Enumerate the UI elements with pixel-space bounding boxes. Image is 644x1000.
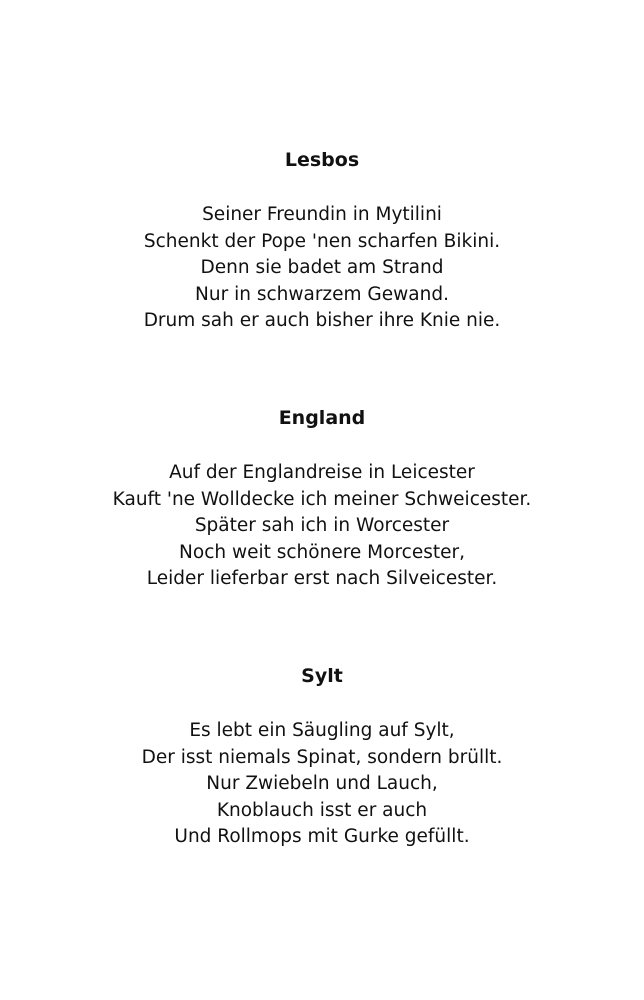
poem-line: Nur in schwarzem Gewand. [195, 283, 449, 305]
poem-line: Drum sah er auch bisher ihre Knie nie. [143, 310, 501, 331]
poem-title: Sylt [301, 665, 343, 687]
poem-line: Nur Zwiebeln und Lauch, [206, 773, 438, 794]
poem-line: Auf der Englandreise in Leicester [169, 462, 475, 483]
poem-lines [0, 460, 644, 593]
poem-line: Und Rollmops mit Gurke gefüllt. [174, 826, 470, 847]
poem-line: Der isst niemals Spinat, sondern brüllt. [141, 746, 503, 768]
poem-line: Seiner Freundin in Mytilini [202, 204, 442, 225]
poem-title: Lesbos [284, 149, 360, 171]
poem-lines [0, 202, 644, 335]
poem-line: Noch weit schönere Morcester, [179, 541, 465, 563]
poem-sylt [0, 664, 644, 851]
poem-england [0, 406, 644, 593]
poem-lines [0, 718, 644, 851]
poem-line: Leider lieferbar erst nach Silveicester. [146, 568, 498, 589]
poem-line: Es lebt ein Säugling auf Sylt, [189, 720, 455, 741]
poem-line: Schenkt der Pope 'nen scharfen Bikini. [143, 230, 501, 252]
poem-title: England [278, 407, 366, 429]
poem-lesbos [0, 148, 644, 335]
poem-line: Später sah ich in Worcester [194, 515, 450, 536]
poem-line: Knoblauch isst er auch [216, 799, 428, 821]
poem-line: Kauft 'ne Wolldecke ich meiner Schweicester. [112, 488, 532, 510]
poem-line: Denn sie badet am Strand [200, 257, 444, 278]
